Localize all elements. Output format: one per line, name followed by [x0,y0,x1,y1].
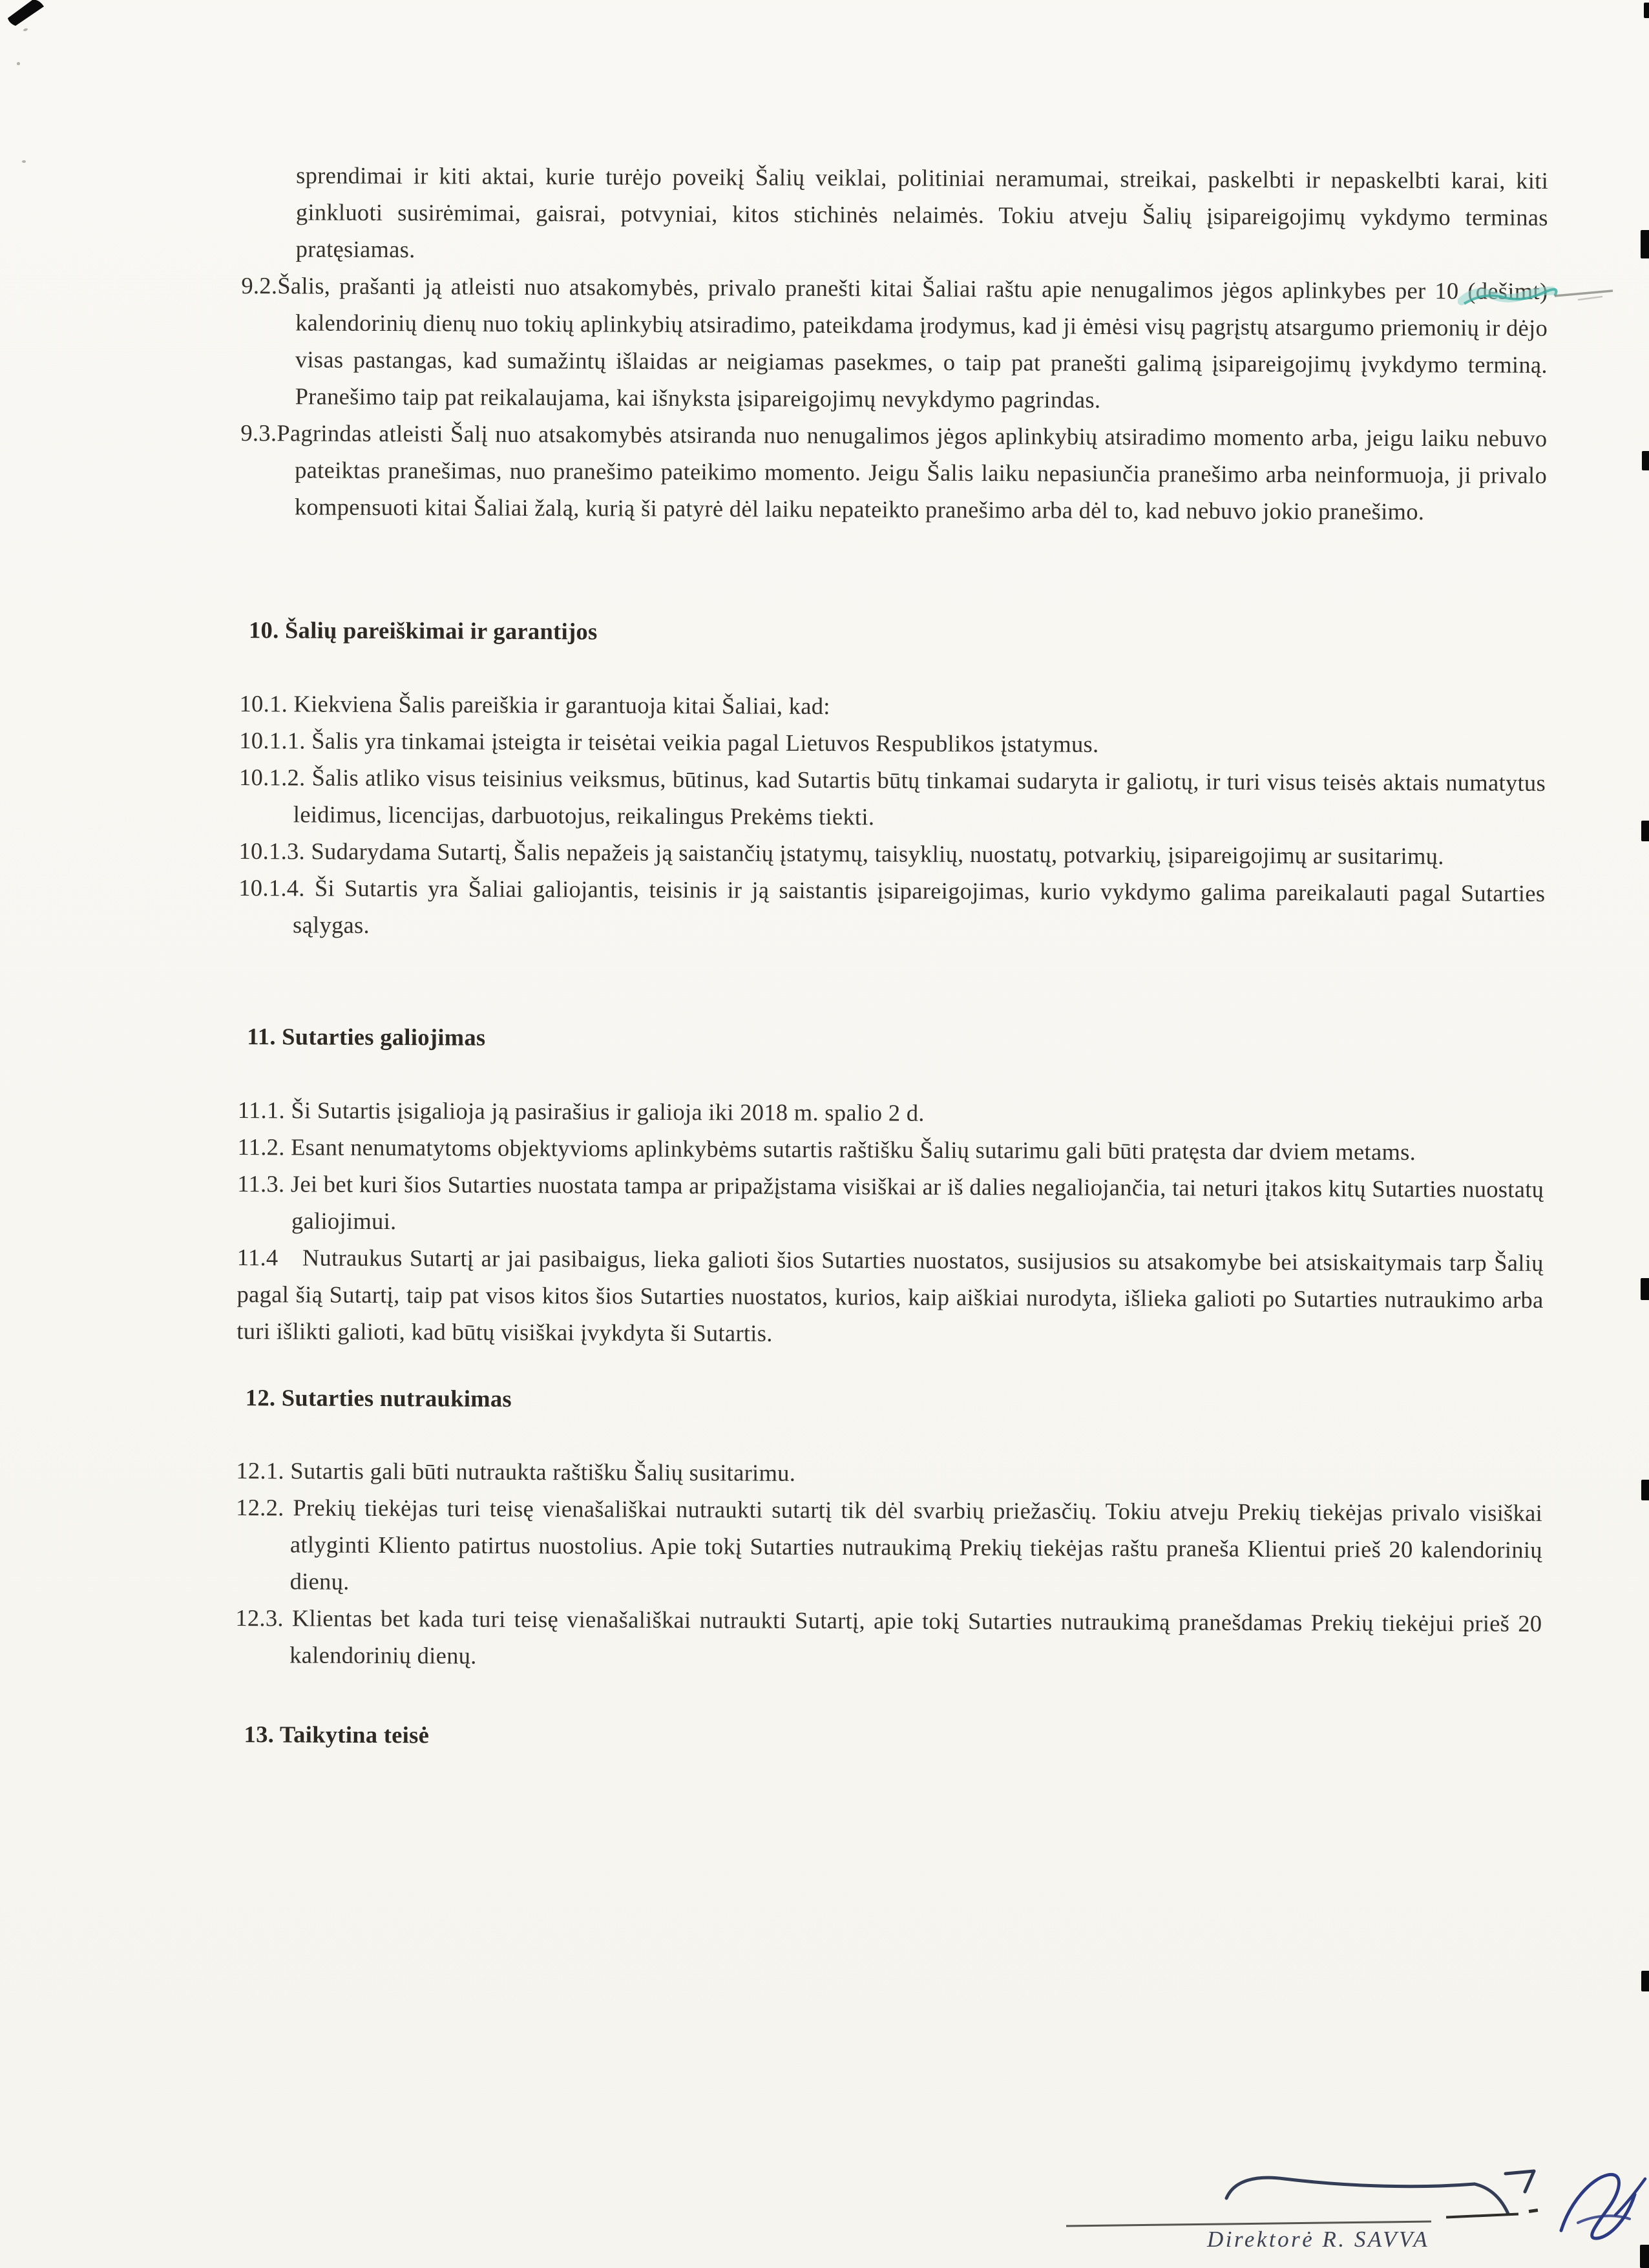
scan-edge-mark [1644,3,1649,18]
clause-number: 10.1.2. [238,764,312,791]
clause-text: Pagrindas atleisti Šalį nuo atsakomybės atsiranda nuo nenugalimos jėgos aplinkybių atsiradimo momento arba, jeigu laiku nebuvo pateiktas pranešimas, nuo pranešimo pateikimo momento. Jeigu Šalis laiku nepasiunčia pranešimo arba neinformuoja, ji privalo kompensuoti kitai Šaliai žalą, kurią ši patyrė dėl laiku nepateikto pranešimo arba dėl to, kad nebuvo jokio pranešimo. [277,419,1548,525]
signature-flourish [1215,2158,1538,2223]
clause-number: 12.3. [235,1604,293,1632]
scan-edge-mark [1641,1480,1649,1500]
clause-11-1 [238,1091,1544,1134]
scan-edge-mark [1641,821,1649,841]
director-signature [1548,2153,1649,2259]
pencil-speck [22,160,26,163]
scan-edge-mark [1641,230,1649,258]
clause-number: 11.1. [237,1097,291,1124]
clause-text: Esant nenumatytoms objektyvioms aplinkybėms sutartis raštišku Šalių sutarimu gali būti pratęsta dar dviem metams. [291,1133,1416,1166]
clause-text: Sudarydama Sutartį, Šalis nepažeis ją saistančių įstatymų, taisyklių, nuostatų, potvarkių, įsipareigojimų ar susitarimų. [311,837,1444,870]
clause-number: 10.1.4. [238,874,315,901]
clause-11-3 [237,1165,1544,1244]
clause-text: Kiekviena Šalis pareiškia ir garantuoja kitai Šaliai, kad: [293,690,830,720]
clause-text: Ši Sutartis įsigalioja ją pasirašius ir galioja iki 2018 m. spalio 2 d. [291,1097,925,1126]
clause-10-1-2 [239,759,1546,838]
clause-number: 9.2. [241,272,278,299]
clause-text: Nutraukus Sutartį ar jai pasibaigus, lieka galioti šios Sutarties nuostatos, susijusios su atsakomybe bei atsiskaitymais tarp Šalių pagal šią Sutartį, taip pat visos kitos šios Sutarties nuostatos, kurios, kaip aiškiai nurodyta, išlieka galioti po Sutarties nutraukimo arba turi išlikti galioti, kad būtų visiškai įvykdyta ši Sutartis. [236,1244,1544,1347]
clause-11-2 [237,1128,1544,1171]
clause-11-4 [236,1239,1544,1355]
section-10-heading: 10. Šalių pareiškimai ir garantijos [248,616,598,645]
clause-12-2 [236,1489,1543,1605]
clause-number: 11.4 [236,1244,286,1271]
clause-number: 12.1. [236,1457,291,1484]
clause-text: Klientas bet kada turi teisę vienašališkai nutraukti Sutartį, apie tokį Sutarties nutraukimą pranešdamas Prekių tiekėjui prieš 20 kalendorinių dienų. [289,1604,1542,1669]
clause-12-3 [235,1599,1542,1679]
scan-corner-mark [4,0,49,31]
clause-10-1-3 [238,832,1545,875]
teal-highlighter-mark [1458,277,1621,317]
clause-12-1 [236,1452,1542,1495]
director-name: Direktorė R. SAVVA [1207,2227,1430,2252]
clause-number: 9.3. [240,419,277,446]
clause-text: Prekių tiekėjas turi teisę vienašališkai nutraukti sutartį tik dėl svarbių priežasčių. Tokiu atveju Prekių tiekėjas privalo visiškai atlyginti Kliento patirtus nuostolius. Apie tokį Sutarties nutraukimą Prekių tiekėjas raštu praneša Klientui prieš 20 kalendorinių dienų. [289,1494,1543,1595]
pencil-speck [17,62,20,65]
clause-number: 10.1.3. [238,837,311,865]
clause-text: Šalis atliko visus teisinius veiksmus, būtinus, kad Sutartis būtų tinkamai sudaryta ir galiotų, ir turi visus teisės aktais numatytus leidimus, licencijas, darbuotojus, reikalingus Prekėms tiekti. [293,764,1546,830]
scan-edge-mark [1641,1278,1649,1300]
clause-text: Šalis, prašanti ją atleisti nuo atsakomybės, privalo pranešti kitai Šaliai raštu apie nenugalimos jėgos aplinkybes per 10 (dešimt) kalendorinių dienų nuo tokių aplinkybių atsiradimo, pateikdama įrodymus, kad ji ėmėsi visų pagrįstų atsargumo priemonių ir dėjo visas pastangas, kad sumažintų išlaidas ar neigiamas pasekmes, o taip pat pranešti galimą įsipareigojimų įvykdymo terminą. Pranešimo taip pat reikalaujama, kai išnyksta įsipareigojimų nevykdymo pagrindas. [277,272,1548,413]
scan-edge-mark [1642,451,1649,470]
section-11-heading: 11. Sutarties galiojimas [247,1023,486,1051]
clause-9-1-continuation: sprendimai ir kiti aktai, kurie turėjo poveikį Šalių veiklai, politiniai neramumai, streikai, paskelbti ir nepaskelbti karai, kiti ginkluoti susirėmimai, gaisrai, potvyniai, kitos stichinės nelaimės. Tokiu atveju Šalių įsipareigojimų vykdymo terminas pratęsiamas. [295,162,1549,263]
scan-edge-mark [1641,1971,1649,1991]
clause-10-1-4 [238,869,1545,949]
clause-text: Jei bet kuri šios Sutarties nuostata tampa ar pripažįstama visiškai ar iš dalies negaliojančia, tai neturi įtakos kitų Sutarties nuostatų galiojimui. [290,1170,1544,1235]
clause-9-3 [240,414,1548,530]
clause-10-1-1 [239,722,1546,764]
clause-10-1 [239,685,1546,728]
clause-text: Ši Sutartis yra Šaliai galiojantis, teisinis ir ją saistantis įsipareigojimas, kurio vykdymo galima pareikalauti pagal Sutarties sąlygas. [292,874,1546,938]
clause-number: 11.2. [237,1133,291,1160]
clause-number: 11.3. [237,1170,291,1197]
section-13-heading: 13. Taikytina teisė [244,1721,430,1748]
clause-number: 10.1.1. [239,727,312,754]
clause-text: Šalis yra tinkamai įsteigta ir teisėtai veikia pagal Lietuvos Respublikos įstatymus. [311,727,1099,757]
clause-text: Sutartis gali būti nutraukta raštišku Šalių susitarimu. [290,1457,796,1486]
clause-number: 10.1. [239,690,294,717]
clause-9-2 [241,267,1548,420]
clause-number: 12.2. [236,1494,293,1521]
section-12-heading: 12. Sutarties nutraukimas [245,1384,512,1412]
